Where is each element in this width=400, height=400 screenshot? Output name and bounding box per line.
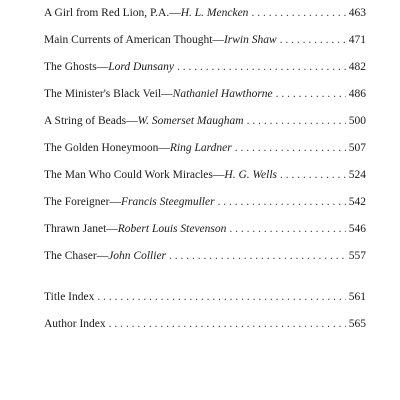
entry-author: Lord Dunsany	[108, 61, 174, 73]
dot-leader	[218, 194, 346, 210]
toc-entry	[44, 167, 366, 183]
dot-leader	[247, 113, 346, 129]
dot-leader	[229, 221, 345, 237]
entry-author: Irwin Shaw	[223, 34, 277, 46]
dot-leader	[109, 316, 346, 332]
entry-author: Robert Louis Stevenson	[117, 223, 227, 235]
index-title: Author Index	[44, 318, 106, 330]
dot-leader	[177, 59, 346, 75]
dot-leader	[276, 86, 346, 102]
entry-page-number: 542	[348, 196, 366, 208]
entry-page-number: 557	[348, 250, 366, 262]
toc-entry	[44, 86, 366, 102]
entry-title: The Minister's Black Veil—	[44, 88, 173, 100]
entry-page-number: 546	[348, 223, 366, 235]
entry-page-number: 482	[348, 61, 366, 73]
index-title: Title Index	[44, 291, 95, 303]
entry-page-number: 463	[348, 7, 366, 19]
entry-page-number: 524	[348, 169, 366, 181]
entry-title: A Girl from Red Lion, P.A.—	[44, 7, 181, 19]
entry-title: Main Currents of American Thought—	[44, 34, 224, 46]
entry-page-number: 471	[348, 34, 366, 46]
index-entry	[44, 289, 366, 305]
entry-author: Nathaniel Hawthorne	[172, 88, 273, 100]
entry-title: The Chaser—	[44, 250, 109, 262]
entry-author: Ring Lardner	[169, 142, 232, 154]
entry-title: Thrawn Janet—	[44, 223, 118, 235]
toc-entry	[44, 59, 366, 75]
dot-leader	[280, 167, 346, 183]
entry-author: H. G. Wells	[224, 169, 277, 181]
entry-title: A String of Beads—	[44, 115, 138, 127]
dot-leader	[251, 5, 345, 21]
entry-title: The Man Who Could Work Miracles—	[44, 169, 225, 181]
dot-leader	[280, 32, 346, 48]
toc-entry	[44, 113, 366, 129]
dot-leader	[235, 140, 346, 156]
toc-entry	[44, 32, 366, 48]
index-page-number: 561	[348, 291, 366, 303]
dot-leader	[169, 248, 346, 264]
entry-author: Francis Steegmuller	[120, 196, 215, 208]
index-page-number: 565	[348, 318, 366, 330]
toc-entry	[44, 140, 366, 156]
index-entry	[44, 316, 366, 332]
entry-title: The Golden Honeymoon—	[44, 142, 170, 154]
entry-author: H. L. Mencken	[180, 7, 249, 19]
entry-author: W. Somerset Maugham	[137, 115, 244, 127]
entry-title: The Foreigner—	[44, 196, 121, 208]
toc-entry	[44, 5, 366, 21]
toc-entry	[44, 194, 366, 210]
entry-author: John Collier	[108, 250, 167, 262]
dot-leader	[97, 289, 345, 305]
entry-title: The Ghosts—	[44, 61, 109, 73]
entry-page-number: 500	[348, 115, 366, 127]
entry-page-number: 486	[348, 88, 366, 100]
toc-entry	[44, 221, 366, 237]
toc-entry	[44, 248, 366, 264]
entry-page-number: 507	[348, 142, 366, 154]
